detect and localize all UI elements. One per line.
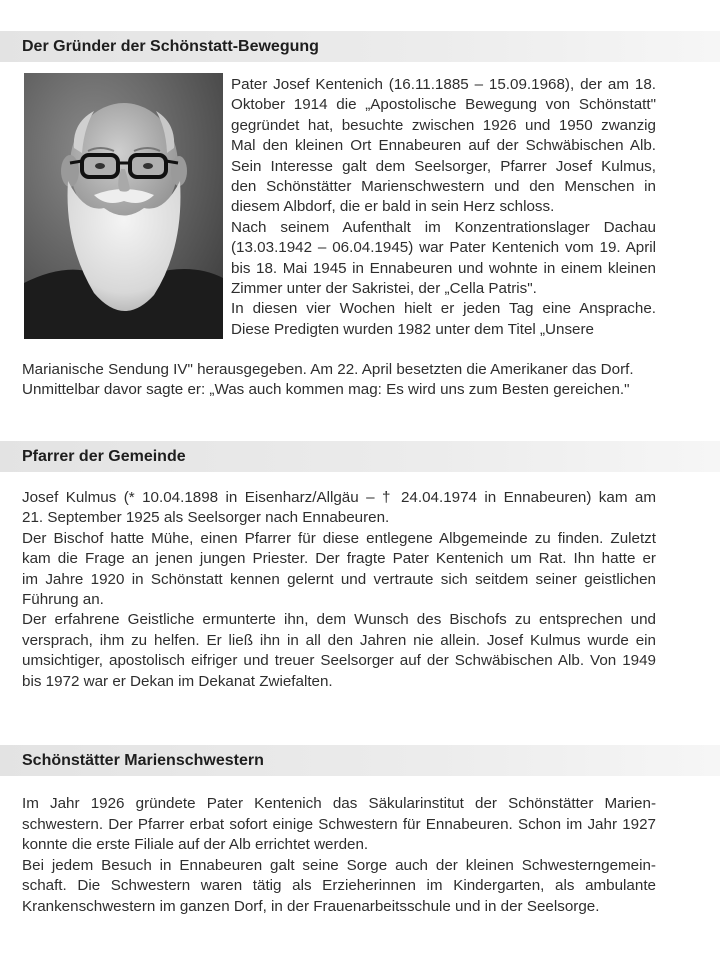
text-line: bis 1972 war er Dekan im Dekanat Zwiefalten. xyxy=(22,672,333,690)
text-line: schaft. Die Schwestern waren tätig als Erzieherinnen im Kindergarten, als ambulante xyxy=(22,877,656,895)
section-heading-founder xyxy=(0,31,720,62)
text-line: Oktober 1914 die „Apostolische Bewegung von Schönstatt" xyxy=(231,96,656,114)
section-heading-pastor xyxy=(0,441,720,472)
portrait-illustration xyxy=(24,73,223,339)
text-line: umsichtiger, apostolisch eifriger und treuer Seelsorger auf der Schwäbischen Alb. Von 1949 xyxy=(22,652,656,670)
text-line: versprach, ihm zu helfen. Er ließ ihn in all den Jahren nie allein. Josef Kulmus wurde ein xyxy=(22,631,656,649)
text-line: Josef Kulmus (* 10.04.1898 in Eisenharz/Allgäu – † 24.04.1974 in Ennabeuren) kam am xyxy=(22,489,656,506)
text-line: 21. September 1925 als Seelsorger nach Ennabeuren. xyxy=(22,509,390,527)
text-line: diesem Albdorf, die er bald in sein Herz schloss. xyxy=(231,198,555,216)
text-line: Mal den kleinen Ort Ennabeuren auf der Schwäbischen Alb. xyxy=(231,137,656,155)
portrait-photo xyxy=(24,73,223,339)
section-heading-text: Der Gründer der Schönstatt-Bewegung xyxy=(22,37,319,55)
text-line: Führung an. xyxy=(22,591,104,609)
text-line: Krankenschwestern im ganzen Dorf, in der Frauenarbeitsschule und in der Seelsorge. xyxy=(22,897,600,915)
text-line: Bei jedem Besuch in Ennabeuren galt seine Sorge auch der kleinen Schwesterngemein- xyxy=(22,856,656,874)
text-line: In diesen vier Wochen hielt er jeden Tag eine Ansprache. xyxy=(231,300,656,318)
text-line: Der Bischof hatte Mühe, einen Pfarrer für diese entlegene Albgemeinde zu finden. Zuletzt xyxy=(22,529,656,547)
text-line: gegründet hat, besuchte zwischen 1926 und 1950 zwanzig xyxy=(231,116,656,134)
text-line: im Jahre 1920 in Schönstatt kennen gelernt und vertraute sich seitdem seiner geistlichen xyxy=(22,570,656,588)
founder-text-full xyxy=(22,360,656,400)
text-line: Sein Interesse galt dem Seelsorger, Pfarrer Josef Kulmus, xyxy=(231,157,656,175)
text-line: konnte die erste Filiale auf der Alb errichtet werden. xyxy=(22,836,369,854)
text-line: Zimmer unter der Sakristei, der „Cella Patris". xyxy=(231,280,537,298)
text-line: bis 18. Mai 1945 in Ennabeuren und wohnte in einem kleinen xyxy=(231,259,656,277)
text-line: den Schönstätter Marienschwestern und den Menschen in xyxy=(231,178,656,196)
text-line: (13.03.1942 – 06.04.1945) war Pater Kentenich vom 19. April xyxy=(231,239,656,257)
text-line: Marianische Sendung IV" herausgegeben. Am 22. April besetzten die Amerikaner das Dorf. xyxy=(22,361,634,378)
text-line: schwestern. Der Pfarrer erbat sofort einige Schwestern für Ennabeuren. Schon im Jahr 1927 xyxy=(22,815,656,833)
text-line: Unmittelbar davor sagte er: „Was auch kommen mag: Es wird uns zum Besten gereichen." xyxy=(22,381,630,398)
text-line: Diese Predigten wurden 1982 unter dem Titel „Unsere xyxy=(231,320,595,338)
text-line: Nach seinem Aufenthalt im Konzentrationslager Dachau xyxy=(231,218,656,236)
pastor-text xyxy=(22,488,656,692)
text-line: kam die Frage an jenen jungen Priester. Der fragte Pater Kentenich um Rat. Ihn hatte er xyxy=(22,550,656,568)
sisters-text xyxy=(22,794,656,918)
section-heading-text: Pfarrer der Gemeinde xyxy=(22,447,186,465)
founder-text-wrapped xyxy=(231,75,656,340)
section-heading-text: Schönstätter Marienschwestern xyxy=(22,751,264,769)
text-line: Der erfahrene Geistliche ermunterte ihn, dem Wunsch des Bischofs zu entsprechen und xyxy=(22,611,656,629)
section-heading-sisters xyxy=(0,745,720,776)
text-line: Im Jahr 1926 gründete Pater Kentenich das Säkularinstitut der Schönstätter Marien- xyxy=(22,795,656,812)
text-line: Pater Josef Kentenich (16.11.1885 – 15.09.1968), der am 18. xyxy=(231,76,656,93)
